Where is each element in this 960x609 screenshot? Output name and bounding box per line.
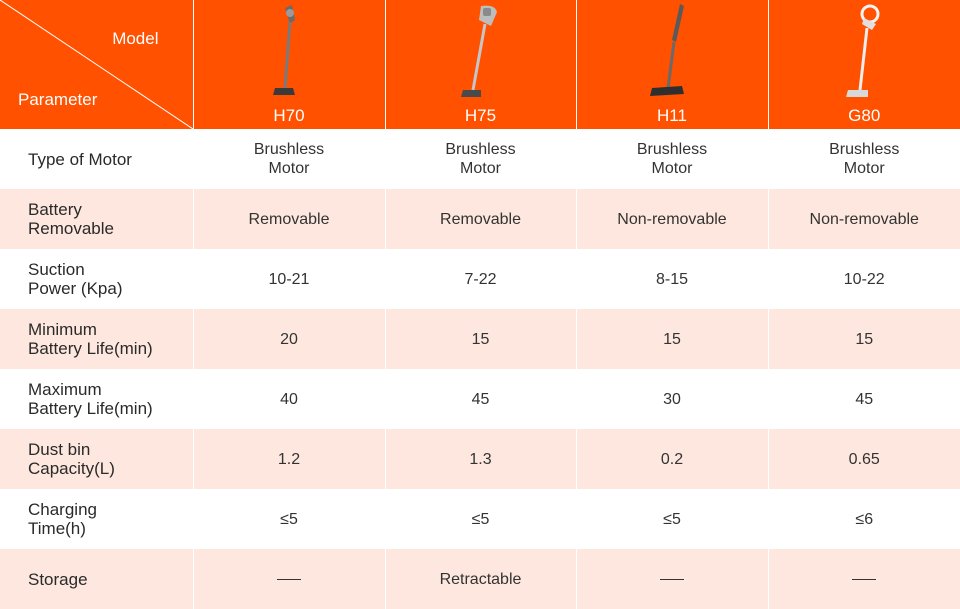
cell-value: 40 [280,390,298,409]
parameter-cell [0,429,193,489]
header-row [0,0,960,129]
value-cell [576,369,768,429]
cell-value: 30 [663,390,681,409]
parameter-label: Charging [28,500,97,519]
cell-value: Brushless [445,140,515,159]
value-cell [768,249,960,309]
value-cell [768,129,960,189]
cell-value: Non-removable [617,210,726,229]
table-row [0,129,960,189]
cell-value: Motor [844,159,885,178]
cell-value: 1.2 [278,450,300,469]
value-cell [193,369,385,429]
cell-value: Removable [440,210,521,229]
not-applicable-dash [277,579,301,580]
cell-value: Brushless [637,140,707,159]
table-row [0,189,960,249]
parameter-cell [0,549,193,609]
value-cell [768,489,960,549]
stick-vacuum-dark-icon [259,2,319,102]
parameter-label: Suction [28,260,85,279]
model-name: G80 [769,106,960,126]
parameter-label: Dust bin [28,440,90,459]
cell-value: 0.65 [849,450,880,469]
parameter-cell [0,249,193,309]
cell-value: 1.3 [469,450,491,469]
table-row [0,309,960,369]
cell-value: 8-15 [656,270,688,289]
parameter-label: Power (Kpa) [28,279,122,298]
parameter-cell [0,309,193,369]
value-cell [193,489,385,549]
table-row [0,249,960,309]
model-name: H11 [577,106,768,126]
model-header-g80 [768,0,960,129]
cell-value: Retractable [440,570,522,589]
parameter-label: Capacity(L) [28,459,115,478]
value-cell [576,189,768,249]
value-cell [385,429,576,489]
value-cell [576,249,768,309]
parameter-label: Type of Motor [28,150,132,169]
cell-value: 10-21 [269,270,310,289]
value-cell [576,129,768,189]
parameter-label: Parameter [18,90,97,110]
value-cell [193,129,385,189]
cell-value: 20 [280,330,298,349]
stick-vacuum-silver-icon [451,2,511,102]
stick-vacuum-slim-icon [642,2,702,102]
value-cell [576,489,768,549]
cell-value: 45 [472,390,490,409]
cell-value: ≤5 [663,510,681,529]
value-cell [385,369,576,429]
cell-value: Brushless [829,140,899,159]
parameter-cell [0,489,193,549]
cell-value: 10-22 [844,270,885,289]
spec-table-body [0,129,960,609]
value-cell [193,549,385,609]
corner-header-cell [0,0,193,129]
cell-value: Motor [269,159,310,178]
cell-value: 15 [855,330,873,349]
parameter-cell [0,369,193,429]
cell-value: ≤5 [280,510,298,529]
parameter-label: Minimum [28,320,97,339]
cell-value: 7-22 [464,270,496,289]
model-name: H70 [194,106,385,126]
value-cell [576,429,768,489]
value-cell [193,309,385,369]
parameter-label: Battery Life(min) [28,399,153,418]
not-applicable-dash [660,579,684,580]
cell-value: 45 [855,390,873,409]
cell-value: 15 [472,330,490,349]
cell-value: Motor [652,159,693,178]
value-cell [385,189,576,249]
parameter-label: Battery Life(min) [28,339,153,358]
table-row [0,429,960,489]
cell-value: ≤6 [855,510,873,529]
cell-value: 15 [663,330,681,349]
value-cell [385,489,576,549]
cell-value: Motor [460,159,501,178]
value-cell [193,189,385,249]
parameter-cell [0,189,193,249]
value-cell [768,309,960,369]
model-header-h75 [385,0,576,129]
cell-value: Removable [249,210,330,229]
table-row [0,549,960,609]
parameter-label: Battery [28,200,82,219]
value-cell [576,549,768,609]
value-cell [385,129,576,189]
cell-value: Brushless [254,140,324,159]
model-header-h11 [576,0,768,129]
value-cell [576,309,768,369]
parameter-label: Maximum [28,380,102,399]
value-cell [768,429,960,489]
value-cell [768,369,960,429]
cell-value: 0.2 [661,450,683,469]
value-cell [193,429,385,489]
parameter-label: Time(h) [28,519,86,538]
model-name: H75 [386,106,576,126]
value-cell [385,549,576,609]
parameter-cell [0,129,193,189]
model-header-h70 [193,0,385,129]
value-cell [385,309,576,369]
value-cell [385,249,576,309]
table-row [0,369,960,429]
not-applicable-dash [852,579,876,580]
parameter-label: Removable [28,219,114,238]
stick-vacuum-white-icon [834,2,894,102]
value-cell [768,189,960,249]
cell-value: Non-removable [810,210,919,229]
value-cell [193,249,385,309]
cell-value: ≤5 [472,510,490,529]
value-cell [768,549,960,609]
table-row [0,489,960,549]
model-label: Model [112,29,158,49]
parameter-label: Storage [28,570,88,589]
